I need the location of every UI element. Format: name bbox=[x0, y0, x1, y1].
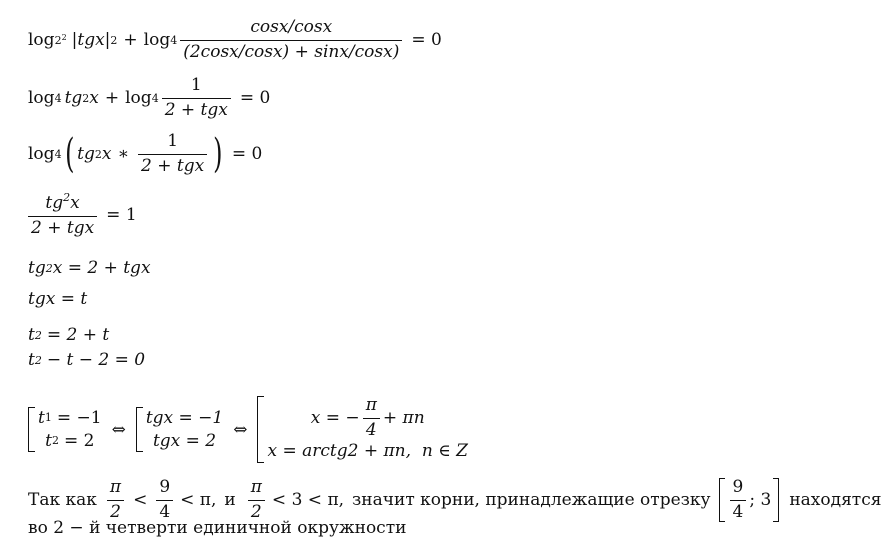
pi-over-2-b bbox=[248, 478, 265, 522]
square: 2 bbox=[63, 191, 71, 204]
denominator: 2 bbox=[107, 500, 124, 523]
square: 2 bbox=[94, 147, 102, 161]
value: = 2 bbox=[63, 430, 95, 451]
system-rows bbox=[267, 396, 468, 463]
equation-8 bbox=[28, 350, 145, 370]
right-paren: ) bbox=[213, 131, 223, 178]
numerator: π bbox=[250, 477, 262, 497]
lhs: x = − bbox=[310, 407, 360, 428]
substitution: tgx = t bbox=[28, 289, 88, 309]
left-paren: ( bbox=[64, 131, 75, 178]
semicolon-three: ; 3 bbox=[749, 490, 772, 511]
less-three-pi: < 3 < π, bbox=[271, 490, 345, 511]
log-text: log bbox=[28, 144, 55, 165]
equation-7 bbox=[28, 325, 109, 345]
bracket bbox=[28, 407, 35, 453]
log-text: log bbox=[28, 30, 55, 51]
nine-over-4-b bbox=[730, 478, 747, 522]
numerator: cosx/cosx bbox=[250, 17, 333, 37]
conclusion-text: значит корни, принадлежащие отрезку bbox=[352, 490, 711, 511]
system-2 bbox=[136, 407, 223, 453]
denominator: 4 bbox=[156, 500, 173, 523]
equals-zero: = 0 bbox=[239, 88, 271, 109]
numerator: 1 bbox=[167, 131, 179, 151]
located-text: находятся bbox=[789, 490, 881, 511]
fraction bbox=[162, 76, 231, 120]
equation-5 bbox=[28, 258, 151, 278]
log-text: log bbox=[28, 88, 55, 109]
log4-text: log bbox=[143, 30, 171, 51]
system-rows bbox=[146, 407, 223, 453]
x-var: x bbox=[101, 144, 112, 165]
numerator: π bbox=[109, 477, 122, 497]
square: 2 bbox=[45, 261, 53, 275]
plus: + bbox=[123, 30, 138, 51]
row-2: tgx = 2 bbox=[152, 430, 217, 451]
numerator: 9 bbox=[732, 477, 744, 497]
square: 2 bbox=[34, 353, 42, 367]
subscript: 2 bbox=[51, 433, 59, 447]
fraction bbox=[363, 396, 380, 440]
tg: tg bbox=[45, 193, 64, 213]
base-exponent: 2 bbox=[61, 33, 67, 43]
row-2: x = arctg2 + πn, n ∈ Z bbox=[267, 441, 468, 462]
log-text-2: log bbox=[125, 88, 152, 109]
denominator: (2cosx/cosx) + sinx/cosx) bbox=[180, 40, 402, 63]
denominator: 2 + tgx bbox=[162, 98, 231, 121]
so-as: Так как bbox=[28, 490, 97, 511]
system-1 bbox=[28, 407, 102, 453]
fraction bbox=[28, 192, 97, 238]
system-3 bbox=[257, 396, 468, 463]
power: 2 bbox=[110, 33, 118, 47]
nine-over-4 bbox=[156, 478, 173, 522]
iff-symbol: ⇔ bbox=[111, 419, 126, 440]
numerator bbox=[42, 192, 82, 216]
log-base-2: 4 bbox=[151, 91, 159, 105]
equation-1 bbox=[28, 18, 448, 62]
tg: tg bbox=[64, 88, 83, 109]
tg: tg bbox=[77, 144, 95, 165]
base-value: 2 bbox=[54, 34, 62, 48]
row-1 bbox=[38, 407, 102, 430]
x-var: x bbox=[89, 88, 99, 109]
denominator: 2 + tgx bbox=[28, 216, 97, 239]
multiply: ∗ bbox=[117, 144, 130, 165]
equation-2 bbox=[28, 76, 276, 120]
conclusion-line-2 bbox=[28, 518, 406, 538]
square: 2 bbox=[34, 328, 42, 342]
equals-zero: = 0 bbox=[411, 30, 442, 51]
row-2 bbox=[38, 430, 102, 453]
equation-3 bbox=[28, 132, 268, 176]
t-var: t bbox=[38, 407, 45, 428]
t-var: t bbox=[28, 350, 35, 370]
log-base: 4 bbox=[54, 91, 62, 105]
row-1 bbox=[267, 396, 468, 440]
row-1: tgx = −1 bbox=[145, 407, 224, 428]
conclusion-line-1 bbox=[28, 478, 881, 522]
tg: tg bbox=[28, 258, 46, 278]
subscript: 1 bbox=[44, 410, 52, 424]
equation-9 bbox=[28, 396, 472, 463]
bracket bbox=[136, 407, 143, 453]
value: = −1 bbox=[56, 407, 102, 428]
rest: − t − 2 = 0 bbox=[46, 350, 146, 370]
less-than: < bbox=[133, 490, 148, 511]
rest: = 2 + t bbox=[46, 325, 110, 345]
square: 2 bbox=[82, 91, 90, 105]
rest: x = 2 + tgx bbox=[52, 258, 151, 278]
less-than-pi: < π, bbox=[180, 490, 217, 511]
denominator: 4 bbox=[730, 500, 747, 523]
fraction bbox=[180, 18, 402, 62]
log4-base: 4 bbox=[170, 33, 178, 47]
equals-zero: = 0 bbox=[231, 144, 263, 165]
t-var: t bbox=[28, 325, 35, 345]
denominator: 2 + tgx bbox=[138, 154, 207, 177]
log-base bbox=[55, 33, 67, 47]
fraction bbox=[138, 132, 207, 176]
x-var: x bbox=[70, 193, 80, 213]
quarter-text: во 2 − й четверти единичной окружности bbox=[28, 518, 407, 538]
numerator: 9 bbox=[159, 477, 171, 497]
t-var: t bbox=[45, 430, 52, 451]
plus: + bbox=[104, 88, 120, 109]
equation-4 bbox=[28, 192, 143, 238]
equation-6 bbox=[28, 289, 87, 309]
log-base: 4 bbox=[54, 147, 62, 161]
interval-content bbox=[725, 478, 774, 522]
iff-symbol-2: ⇔ bbox=[233, 419, 248, 440]
denominator: 4 bbox=[363, 418, 380, 441]
system-rows bbox=[38, 407, 102, 453]
right-bracket bbox=[773, 478, 779, 522]
interval bbox=[719, 478, 780, 522]
equals-one: = 1 bbox=[106, 205, 137, 226]
numerator: π bbox=[365, 395, 377, 415]
abs-arg: |tgx| bbox=[71, 30, 111, 51]
and-word: и bbox=[224, 490, 236, 511]
denominator: 2 bbox=[248, 500, 265, 523]
rhs: + πn bbox=[382, 407, 425, 428]
pi-over-2 bbox=[107, 478, 124, 522]
bracket bbox=[257, 396, 264, 463]
numerator: 1 bbox=[190, 75, 202, 95]
